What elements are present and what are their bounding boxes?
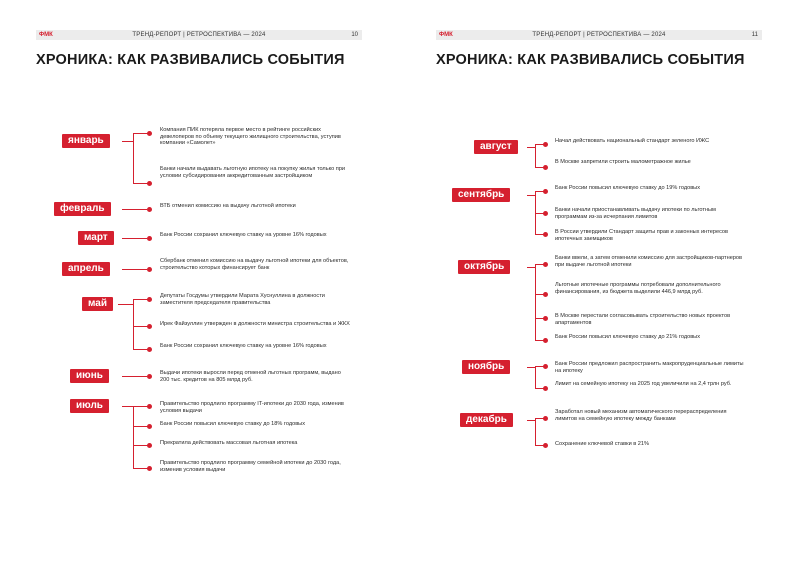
report-title: ТРЕНД-РЕПОРТ | РЕТРОСПЕКТИВА — 2024 — [132, 32, 266, 38]
event-text: В России утвердили Стандарт защиты прав и законных интересов ипотечных заемщиков — [555, 229, 729, 242]
connector — [122, 269, 147, 270]
connector — [122, 238, 147, 239]
event-text: Заработал новый механизм автоматического перераспределения лимитов на семейную ипотеку между банками — [555, 409, 727, 422]
bullet-dot — [147, 424, 152, 429]
month-badge-june: июнь — [70, 369, 109, 383]
month-badge-august: август — [474, 140, 518, 154]
connector — [527, 267, 535, 268]
page-title: ХРОНИКА: КАК РАЗВИВАЛИСЬ СОБЫТИЯ — [36, 52, 345, 68]
bullet-dot — [147, 324, 152, 329]
event-text: Сбербанк отменил комиссию на выдачу льготной ипотеки для объектов, строительство которых финансирует банк — [160, 258, 349, 271]
event-text: Начал действовать национальный стандарт зеленого ИЖС — [555, 138, 710, 144]
event-text: Банки начали выдавать льготную ипотеку на покупку жилья только при условии субсидирования аккредитованным застройщиком — [160, 166, 346, 179]
bullet-dot — [543, 364, 548, 369]
event-text: Правительство продлило программу семейной ипотеки до 2030 года, изменив условия выдачи — [160, 460, 341, 473]
event-text: Депутаты Госдумы утвердили Марата Хуснуллина в должности заместителя председателя правительства — [160, 293, 325, 306]
bullet-dot — [543, 165, 548, 170]
connector — [527, 367, 535, 368]
connector — [122, 209, 147, 210]
bullet-dot — [147, 374, 152, 379]
month-badge-march: март — [78, 231, 114, 245]
bullet-dot — [543, 232, 548, 237]
timeline-line — [535, 366, 536, 388]
bullet-dot — [147, 236, 152, 241]
page-right — [400, 0, 800, 561]
page-header — [36, 30, 362, 40]
bullet-dot — [543, 416, 548, 421]
page-title: ХРОНИКА: КАК РАЗВИВАЛИСЬ СОБЫТИЯ — [436, 52, 745, 68]
event-text: Банки начали приостанавливать выдачу ипотеки по льготным программам из-за исчерпания лимитов — [555, 207, 716, 220]
page-number: 11 — [751, 32, 758, 38]
bullet-dot — [147, 267, 152, 272]
event-text: Банк России повысил ключевую ставку до 21% годовых — [555, 334, 700, 340]
connector — [527, 420, 535, 421]
event-text: Банк России повысил ключевую ставку до 18% годовых — [160, 421, 305, 427]
bullet-dot — [543, 338, 548, 343]
bullet-dot — [147, 131, 152, 136]
bullet-dot — [543, 292, 548, 297]
event-text: Банки ввели, а затем отменили комиссию для застройщиков-партнеров при выдаче льготной ипотеки — [555, 255, 743, 268]
bullet-dot — [543, 211, 548, 216]
logo: ФМК — [439, 32, 453, 38]
bullet-dot — [543, 386, 548, 391]
timeline-line — [133, 299, 134, 349]
event-text: Банк России сохранил ключевую ставку на уровне 16% годовых — [160, 232, 327, 238]
bullet-dot — [543, 443, 548, 448]
event-text: В Москве перестали согласовывать строительство новых проектов апартаментов — [555, 313, 731, 326]
event-text: В Москве запретили строить малометражное жилье — [555, 159, 691, 165]
month-badge-november: ноябрь — [462, 360, 510, 374]
bullet-dot — [543, 189, 548, 194]
timeline-line — [133, 133, 134, 183]
connector — [122, 141, 133, 142]
page-header — [436, 30, 762, 40]
page-number: 10 — [351, 32, 358, 38]
timeline-line — [535, 144, 536, 167]
event-text: Компания ПИК потеряла первое место в рейтинге российских девелоперов по объему текущего жилищного строительства, уступив компании «Самолет» — [160, 127, 341, 147]
bullet-dot — [147, 466, 152, 471]
event-text: Ирек Файзуллин утвержден в должности министра строительства и ЖКХ — [160, 321, 350, 327]
event-text: Правительство продлило программу IT-ипотеки до 2030 года, изменив условия выдачи — [160, 401, 344, 414]
event-text: Прекратила действовать массовая льготная ипотека — [160, 440, 298, 446]
month-badge-october: октябрь — [458, 260, 510, 274]
bullet-dot — [147, 207, 152, 212]
month-badge-may: май — [82, 297, 113, 311]
connector — [122, 376, 147, 377]
month-badge-february: февраль — [54, 202, 111, 216]
event-text: Лимит на семейную ипотеку на 2025 год увеличили на 2,4 трлн руб. — [555, 381, 732, 387]
event-text: Банк России повысил ключевую ставку до 19% годовых — [555, 185, 700, 191]
report-title: ТРЕНД-РЕПОРТ | РЕТРОСПЕКТИВА — 2024 — [532, 32, 666, 38]
bullet-dot — [543, 262, 548, 267]
month-badge-september: сентябрь — [452, 188, 510, 202]
timeline-line — [535, 264, 536, 340]
bullet-dot — [147, 347, 152, 352]
bullet-dot — [147, 181, 152, 186]
event-text: ВТБ отменил комиссию на выдачу льготной ипотеки — [160, 203, 296, 209]
month-badge-december: декабрь — [460, 413, 513, 427]
connector — [527, 195, 535, 196]
connector — [118, 304, 133, 305]
connector — [527, 147, 535, 148]
bullet-dot — [147, 443, 152, 448]
event-text: Выдачи ипотеки выросли перед отменой льготных программ, выдано 200 тыс. кредитов на 805 млрд руб. — [160, 370, 341, 383]
event-text: Банк России сохранил ключевую ставку на уровне 16% годовых — [160, 343, 327, 349]
bullet-dot — [543, 316, 548, 321]
month-badge-april: апрель — [62, 262, 110, 276]
timeline-line — [535, 418, 536, 445]
bullet-dot — [147, 404, 152, 409]
event-text: Льготные ипотечные программы потребовали дополнительного финансирования, из бюджета выделили 446,9 млрд руб. — [555, 282, 721, 295]
timeline-line — [133, 406, 134, 468]
bullet-dot — [543, 142, 548, 147]
event-text: Сохранение ключевой ставки в 21% — [555, 441, 649, 447]
bullet-dot — [147, 297, 152, 302]
connector — [122, 406, 133, 407]
logo: ФМК — [39, 32, 53, 38]
month-badge-july: июль — [70, 399, 109, 413]
event-text: Банк России предложил распространить макропруденциальные лимиты на ипотеку — [555, 361, 744, 374]
month-badge-january: январь — [62, 134, 110, 148]
